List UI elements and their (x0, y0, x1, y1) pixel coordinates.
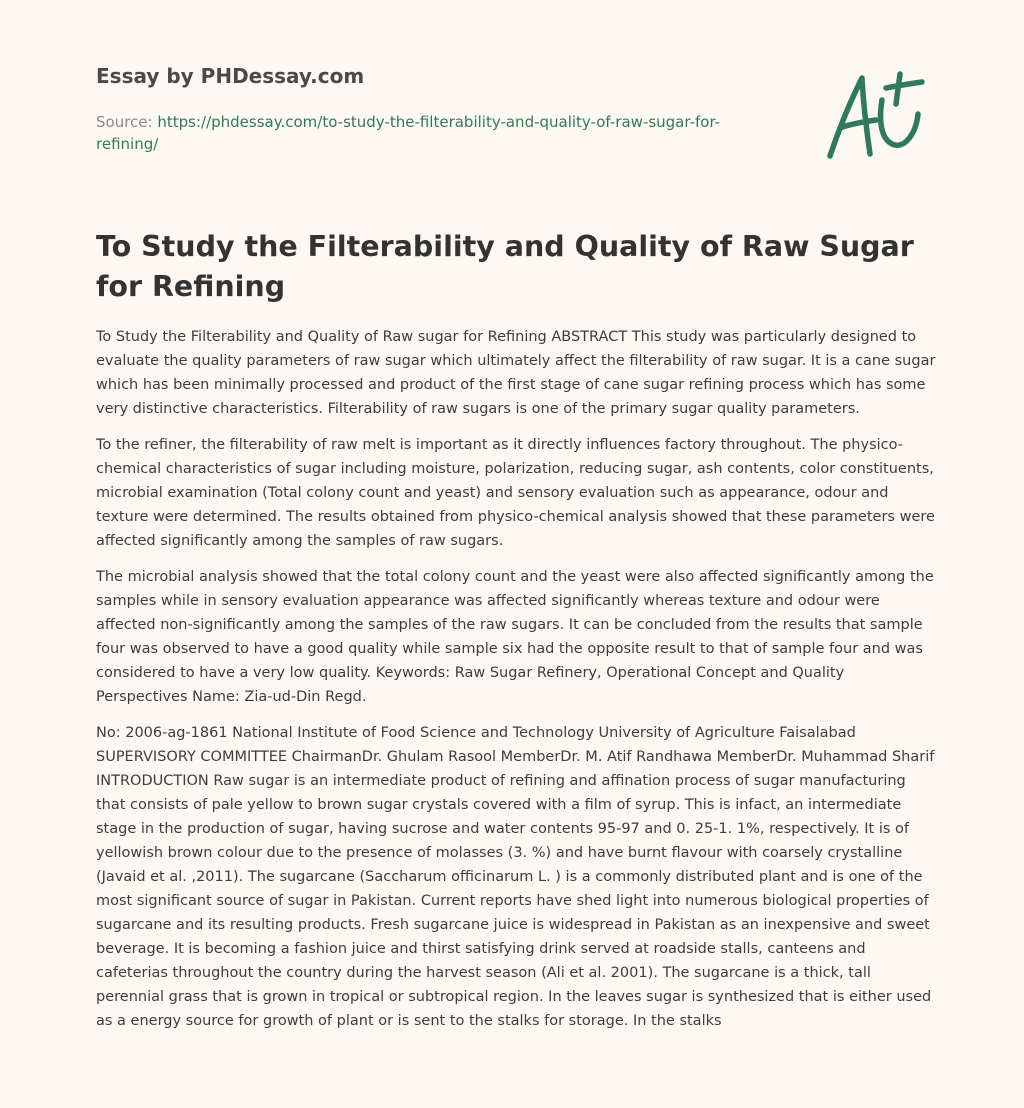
essay-paragraph: No: 2006-ag-1861 National Institute of Food Science and Technology University of Agriculture Faisalabad SUPERVISORY COMMITTEE ChairmanDr. Ghulam Rasool MemberDr. M. Atif Randhawa MemberDr. Muhammad Sharif INTRODUCTION Raw sugar is an intermediate product of refining and affination process of sugar manufacturing that consists of pale yellow to brown sugar crystals covered with a film of syrup. This is infact, an intermediate stage in the production of sugar, having sucrose and water contents 95-97 and 0. 25-1. 1%, respectively. It is of yellowish brown colour due to the presence of molasses (3. %) and have burnt flavour with coarsely crystalline (Javaid et al. ,2011). The sugarcane (Saccharum officinarum L. ) is a commonly distributed plant and is one of the most significant source of sugar in Pakistan. Current reports have shed light into numerous biological properties of sugarcane and its resulting products. Fresh sugarcane juice is widespread in Pakistan as an inexpensive and sweet beverage. It is becoming a fashion juice and thirst satisfying drink served at roadside stalls, canteens and cafeterias throughout the country during the harvest season (Ali et al. 2001). The sugarcane is a thick, tall perennial grass that is grown in tropical or subtropical region. In the leaves sugar is synthesized that is either used as a energy source for growth of plant or is sent to the stalks for storage. In the stalks (96, 725, 935, 1029)
site-name: Essay by PHDessay.com (96, 64, 365, 88)
essay-paragraph: To Study the Filterability and Quality of Raw sugar for Refining ABSTRACT This study was particularly designed to evaluate the quality parameters of raw sugar which ultimately affect the filterability of raw sugar. It is a cane sugar which has been minimally processed and product of the first stage of cane sugar refining process which has some very distinctive characteristics. Filterability of raw sugars is one of the primary sugar quality parameters. (96, 329, 936, 417)
essay-body (96, 325, 936, 1045)
source-label: Source: (96, 113, 153, 131)
a-plus-logo-icon (824, 70, 928, 162)
source-line (96, 111, 756, 155)
source-link[interactable]: https://phdessay.com/to-study-the-filterability-and-quality-of-raw-sugar-for-refining/ (96, 113, 721, 153)
essay-title: To Study the Filterability and Quality of Raw Sugar for Refining (96, 230, 914, 303)
essay-paragraph: To the refiner, the filterability of raw melt is important as it directly influences factory throughout. The physico-chemical characteristics of sugar including moisture, polarization, reducing sugar, ash contents, color constituents, microbial examination (Total colony count and yeast) and sensory evaluation such as appearance, odour and texture were determined. The results obtained from physico-chemical analysis showed that these parameters were affected significantly among the samples of raw sugars. (96, 437, 935, 549)
essay-paragraph: The microbial analysis showed that the total colony count and the yeast were also affected significantly among the samples while in sensory evaluation appearance was affected significantly whereas texture and odour were affected non-significantly among the samples of the raw sugars. It can be concluded from the results that sample four was observed to have a good quality while sample six had the opposite result to that of sample four and was considered to have a very low quality. Keywords: Raw Sugar Refinery, Operational Concept and Quality Perspectives Name: Zia-ud-Din Regd. (96, 569, 934, 705)
